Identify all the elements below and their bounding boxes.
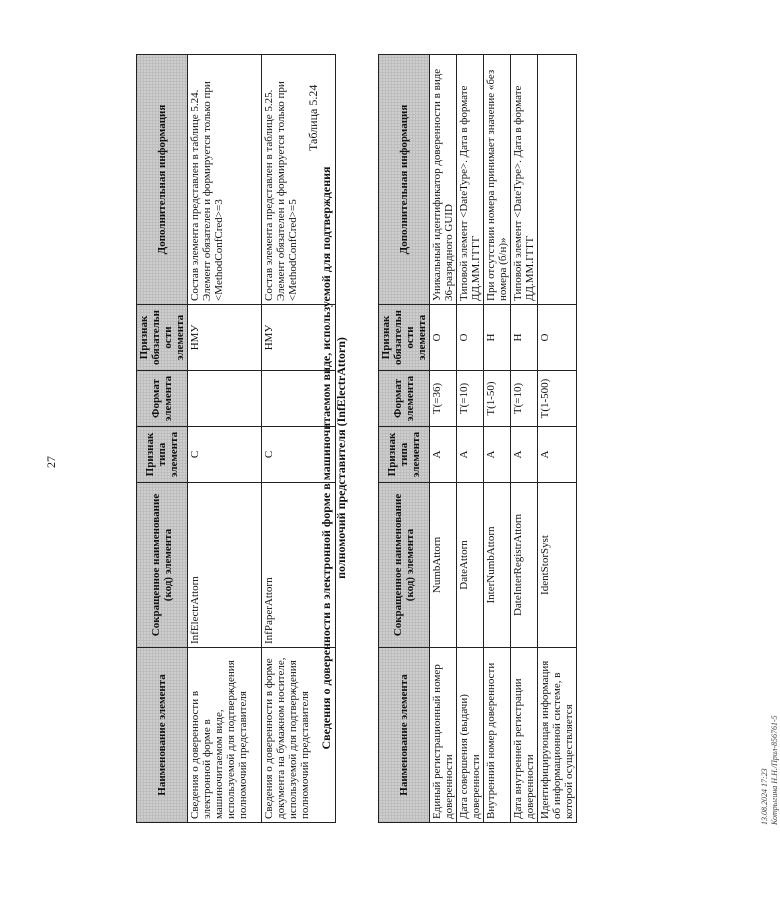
table-cell: [538, 55, 577, 305]
table-cell: Состав элемента представлен в таблице 5.25. Элемент обязателен и формируется только при <MethodConfCred>=5: [262, 55, 336, 305]
table-cell: Единый регистрационный номер доверенности: [430, 648, 457, 823]
table-row: [484, 55, 511, 823]
table-cell: НМУ: [188, 305, 262, 371]
table-cell: InterNumbAttorn: [484, 483, 511, 648]
table-cell: Сведения о доверенности в электронной форме в машиночитаемом виде, используемой для подтверждения полномочий представителя: [188, 648, 262, 823]
stamp-author: Котрыгина Н.Н./Прил-856761-5: [770, 715, 779, 825]
table-caption: Таблица 5.24: [306, 84, 320, 151]
table-cell: InfPaperAttorn: [262, 483, 336, 648]
table-cell: Т(1-500): [538, 371, 577, 427]
table-cell: Типовой элемент <DateType>. Дата в формате ДД.ММ.ГГГГ: [457, 55, 484, 305]
header-cell: Признак типа элемента: [379, 427, 430, 483]
table-cell: А: [457, 427, 484, 483]
table-cell: NumbAttorn: [430, 483, 457, 648]
header-cell: Сокращенное наименование (код) элемента: [379, 483, 430, 648]
table-title: Сведения о доверенности в электронной форме в машиночитаемом виде, используемой для подтверждения полномочий представителя (InfElectrAttorn): [319, 166, 348, 750]
header-cell: Признак типа элемента: [137, 427, 188, 483]
table-cell: Т(=36): [430, 371, 457, 427]
table-cell: [188, 371, 262, 427]
table-cell: Дата внутренней регистрации доверенности: [511, 648, 538, 823]
table-cell: С: [188, 427, 262, 483]
table-cell: А: [511, 427, 538, 483]
table-row: [457, 55, 484, 823]
table-cell: НМУ: [262, 305, 336, 371]
table-row: [538, 55, 577, 823]
table-cell: О: [538, 305, 577, 371]
table-header-row: [137, 55, 188, 823]
table-cell: DateAttorn: [457, 483, 484, 648]
table-cell: Уникальный идентификатор доверенности в виде 36-разрядного GUID: [430, 55, 457, 305]
table-cell: При отсутствии номера принимает значение «без номера (б/н)»: [484, 55, 511, 305]
table-cell: Т(=10): [457, 371, 484, 427]
table-cell: DateInterRegistrAttorn: [511, 483, 538, 648]
table-elements-1: [136, 54, 336, 823]
table-cell: О: [457, 305, 484, 371]
table-cell: InfElectrAttorn: [188, 483, 262, 648]
table-cell: Т(1-50): [484, 371, 511, 427]
header-cell: Дополнительная информация: [137, 55, 188, 305]
table-cell: Сведения о доверенности в форме документа на бумажном носителе, используемой для подтверждения полномочий представителя: [262, 648, 336, 823]
table-elements-2: [378, 54, 577, 823]
table-header-row: [379, 55, 430, 823]
table-cell: С: [262, 427, 336, 483]
header-cell: Сокращенное наименование (код) элемента: [137, 483, 188, 648]
table-cell: Дата совершения (выдачи) доверенности: [457, 648, 484, 823]
table-cell: А: [484, 427, 511, 483]
header-cell: Наименование элемента: [137, 648, 188, 823]
header-cell: Формат элемента: [379, 371, 430, 427]
table-cell: Состав элемента представлен в таблице 5.24. Элемент обязателен и формируется только при <MethodConfCred>=3: [188, 55, 262, 305]
header-cell: Формат элемента: [137, 371, 188, 427]
table-cell: А: [430, 427, 457, 483]
table-row: [188, 55, 262, 823]
table-cell: Н: [511, 305, 538, 371]
table-cell: А: [538, 427, 577, 483]
stamp-date: 13.08.2024 17:23: [760, 768, 769, 825]
table-cell: IdentStorSyst: [538, 483, 577, 648]
table-cell: О: [430, 305, 457, 371]
table-cell: Т(=10): [511, 371, 538, 427]
table-cell: Типовой элемент <DateType>. Дата в формате ДД.ММ.ГГГГ: [511, 55, 538, 305]
table-cell: Внутренний номер доверенности: [484, 648, 511, 823]
table-row: [511, 55, 538, 823]
page-number: 27: [44, 456, 58, 468]
header-cell: Признак обязательности элемента: [379, 305, 430, 371]
table-cell: Н: [484, 305, 511, 371]
header-cell: Признак обязательности элемента: [137, 305, 188, 371]
table-row: [430, 55, 457, 823]
signature-stamp: [760, 715, 780, 825]
header-cell: Дополнительная информация: [379, 55, 430, 305]
table-cell: Идентифицирующая информация об информационной системе, в которой осуществляется: [538, 648, 577, 823]
header-cell: Наименование элемента: [379, 648, 430, 823]
